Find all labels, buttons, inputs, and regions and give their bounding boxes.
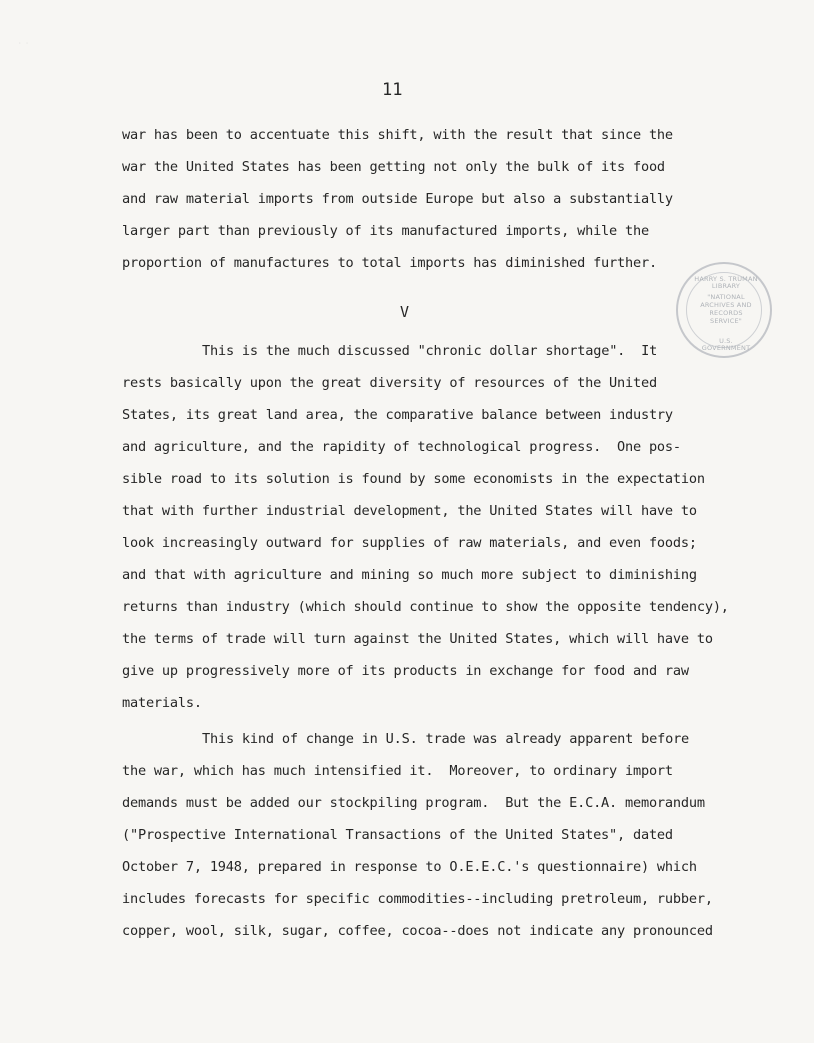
stamp-line: RECORDS — [709, 309, 743, 317]
paragraph-line: returns than industry (which should continue to show the opposite tendency), — [122, 599, 729, 615]
paragraph-line: October 7, 1948, prepared in response to O.E.E.C.'s questionnaire) which — [122, 859, 697, 875]
stamp-line: ARCHIVES AND — [700, 301, 752, 309]
paragraph-line: materials. — [122, 695, 202, 711]
paragraph-line: sible road to its solution is found by some economists in the expectation — [122, 471, 705, 487]
page-number: 11 — [382, 80, 403, 100]
stamp-line: SERVICE" — [710, 317, 742, 325]
paragraph-line: proportion of manufactures to total imports has diminished further. — [122, 255, 657, 271]
stamp-line: "NATIONAL — [707, 293, 745, 301]
paragraph-line: and agriculture, and the rapidity of technological progress. One pos- — [122, 439, 681, 455]
paragraph-line: war has been to accentuate this shift, with the result that since the — [122, 127, 673, 143]
paragraph-line: This kind of change in U.S. trade was already apparent before — [202, 731, 690, 747]
paragraph-line: States, its great land area, the comparative balance between industry — [122, 407, 673, 423]
paragraph-line: that with further industrial development, the United States will have to — [122, 503, 697, 519]
paragraph-line: This is the much discussed "chronic dollar shortage". It — [202, 343, 658, 359]
paragraph-line: larger part than previously of its manufactured imports, while the — [122, 223, 649, 239]
paragraph-line: ("Prospective International Transactions of the United States", dated — [122, 827, 673, 843]
paragraph-line: includes forecasts for specific commodities--including pretroleum, rubber, — [122, 891, 713, 907]
archive-stamp — [676, 262, 772, 358]
scan-speck: · · — [18, 40, 29, 47]
paragraph-line: the terms of trade will turn against the United States, which will have to — [122, 631, 713, 647]
paragraph-line: give up progressively more of its products in exchange for food and raw — [122, 663, 689, 679]
paragraph-line: war the United States has been getting not only the bulk of its food — [122, 159, 665, 175]
paragraph-line: the war, which has much intensified it. Moreover, to ordinary import — [122, 763, 673, 779]
paragraph-line: and that with agriculture and mining so much more subject to diminishing — [122, 567, 697, 583]
stamp-line: U.S. GOVERNMENT — [701, 337, 751, 352]
stamp-line: HARRY S. TRUMAN LIBRARY — [694, 275, 758, 290]
paragraph-line: demands must be added our stockpiling program. But the E.C.A. memorandum — [122, 795, 705, 811]
paragraph-line: look increasingly outward for supplies of raw materials, and even foods; — [122, 535, 697, 551]
section-numeral: V — [400, 303, 410, 321]
paragraph-line: copper, wool, silk, sugar, coffee, cocoa--does not indicate any pronounced — [122, 923, 713, 939]
paragraph-line: rests basically upon the great diversity of resources of the United — [122, 375, 657, 391]
paragraph-line: and raw material imports from outside Europe but also a substantially — [122, 191, 673, 207]
